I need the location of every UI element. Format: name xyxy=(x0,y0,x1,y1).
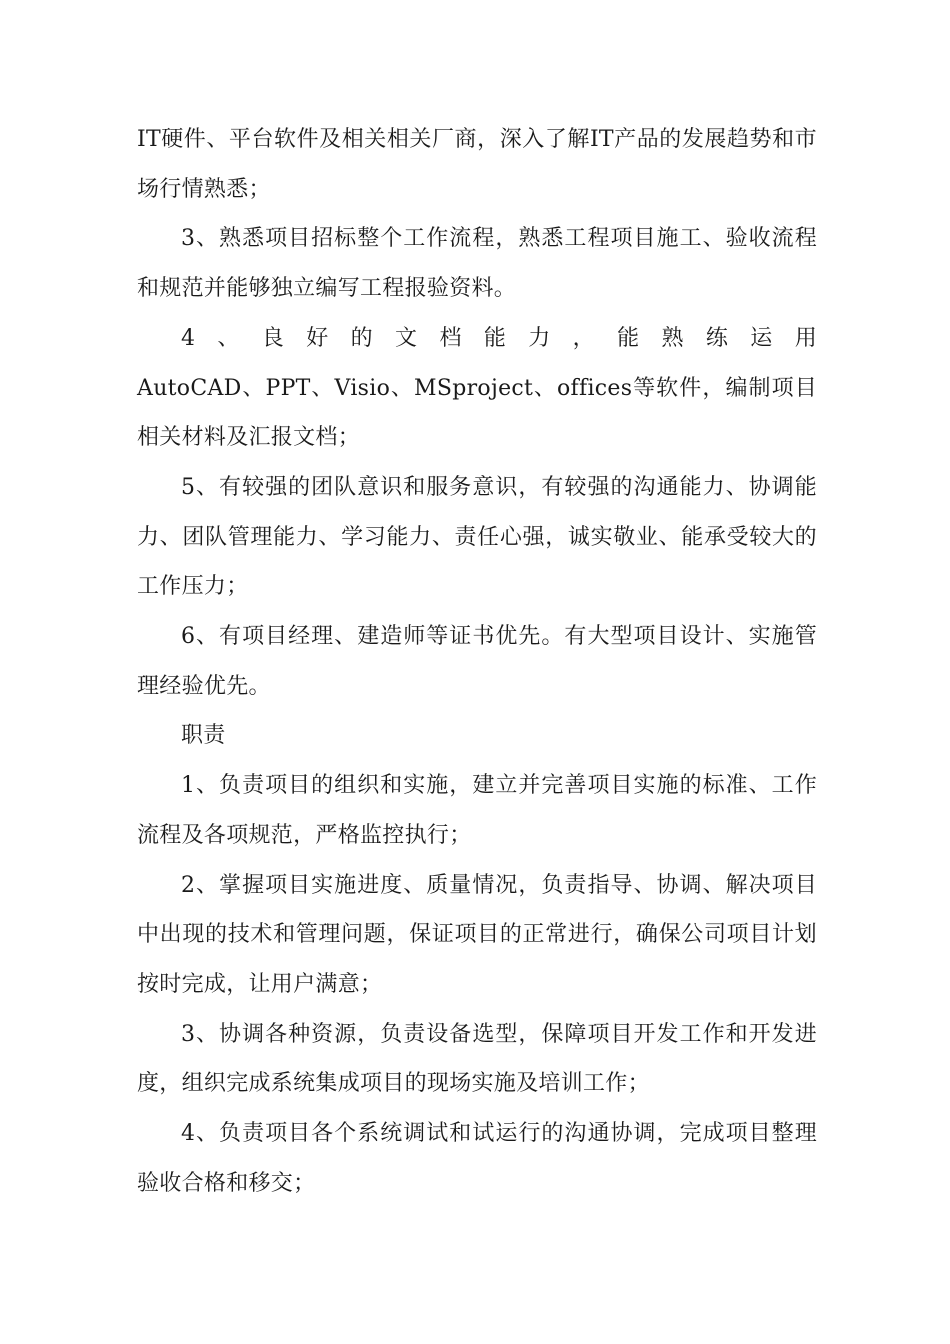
paragraph-4: AutoCAD、PPT、Visio、MSproject、offices等软件，编制项目相关材料及汇报文档； xyxy=(137,375,817,451)
paragraph-3: 4、良好的文档能力，能熟练运用 xyxy=(181,325,817,351)
paragraph-2: 3、熟悉项目招标整个工作流程，熟悉工程项目施工、验收流程和规范并能够独立编写工程报验资料。 xyxy=(137,226,817,302)
paragraph-1: IT硬件、平台软件及相关相关厂商，深入了解IT产品的发展趋势和市场行情熟悉； xyxy=(137,127,817,202)
paragraph-7: 1、负责项目的组织和实施，建立并完善项目实施的标准、工作流程及各项规范，严格监控执行； xyxy=(137,773,817,848)
section-heading-duties: 职责 xyxy=(181,723,226,749)
paragraph-10: 4、负责项目各个系统调试和试运行的沟通协调，完成项目整理验收合格和移交； xyxy=(137,1121,817,1196)
paragraph-8: 2、掌握项目实施进度、质量情况，负责指导、协调、解决项目中出现的技术和管理问题，保证项目的正常进行，确保公司项目计划按时完成，让用户满意； xyxy=(137,872,817,997)
paragraph-9: 3、协调各种资源，负责设备选型，保障项目开发工作和开发进度，组织完成系统集成项目的现场实施及培训工作； xyxy=(137,1021,817,1097)
paragraph-5: 5、有较强的团队意识和服务意识，有较强的沟通能力、协调能力、团队管理能力、学习能力、责任心强，诚实敬业、能承受较大的工作压力； xyxy=(137,474,817,600)
document-body xyxy=(137,115,817,1208)
paragraph-6: 6、有项目经理、建造师等证书优先。有大型项目设计、实施管理经验优先。 xyxy=(137,624,817,699)
